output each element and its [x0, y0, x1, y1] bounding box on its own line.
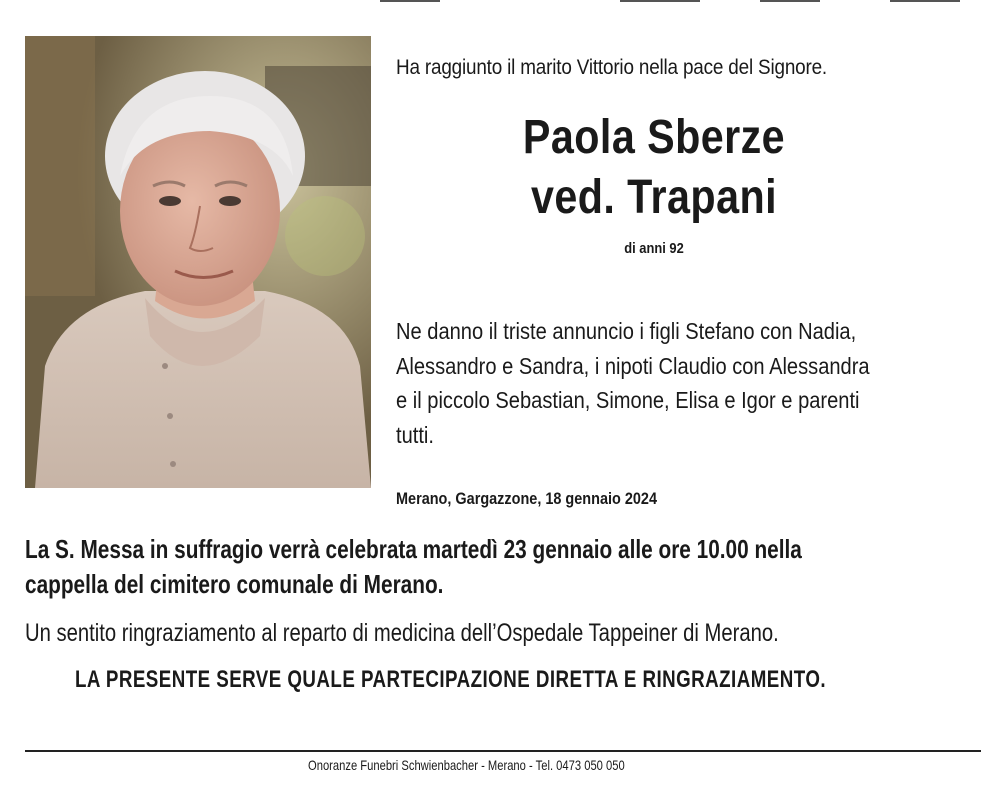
name-line-2: ved. Trapani [530, 171, 778, 224]
mass-line: La S. Messa in suffragio verrà celebrata martedì 23 gennaio alle ore 10.00 nella [25, 534, 802, 564]
funeral-home-footer: Onoranze Funebri Schwienbacher - Merano - Tel. 0473 050 050 [308, 757, 625, 773]
mass-paragraph [25, 532, 929, 602]
thanks-line: Un sentito ringraziamento al reparto di medicina dell’Ospedale Tappeiner di Merano. [25, 619, 779, 647]
deceased-name [396, 108, 912, 228]
portrait-photo [25, 36, 371, 488]
announcement-line: Ne danno il triste annuncio i figli Stefano con Nadia, [396, 318, 857, 344]
mass-line: cappella del cimitero comunale di Merano. [25, 569, 444, 599]
announcement-line: tutti. [396, 421, 434, 448]
name-line-1: Paola Sberze [522, 111, 786, 164]
announcement-line: Alessandro e Sandra, i nipoti Claudio con Alessandra [396, 352, 870, 379]
closing-statement: LA PRESENTE SERVE QUALE PARTECIPAZIONE DIRETTA E RINGRAZIAMENTO. [75, 666, 827, 693]
announcement-paragraph [396, 314, 943, 452]
footer-divider [25, 750, 981, 752]
age-line: di anni 92 [624, 240, 684, 257]
intro-line: Ha raggiunto il marito Vittorio nella pace del Signore. [396, 56, 828, 79]
announcement-line: e il piccolo Sebastian, Simone, Elisa e Igor e parenti [396, 387, 860, 413]
scan-edge-marks [0, 0, 998, 6]
place-date-line: Merano, Gargazzone, 18 gennaio 2024 [396, 489, 657, 508]
